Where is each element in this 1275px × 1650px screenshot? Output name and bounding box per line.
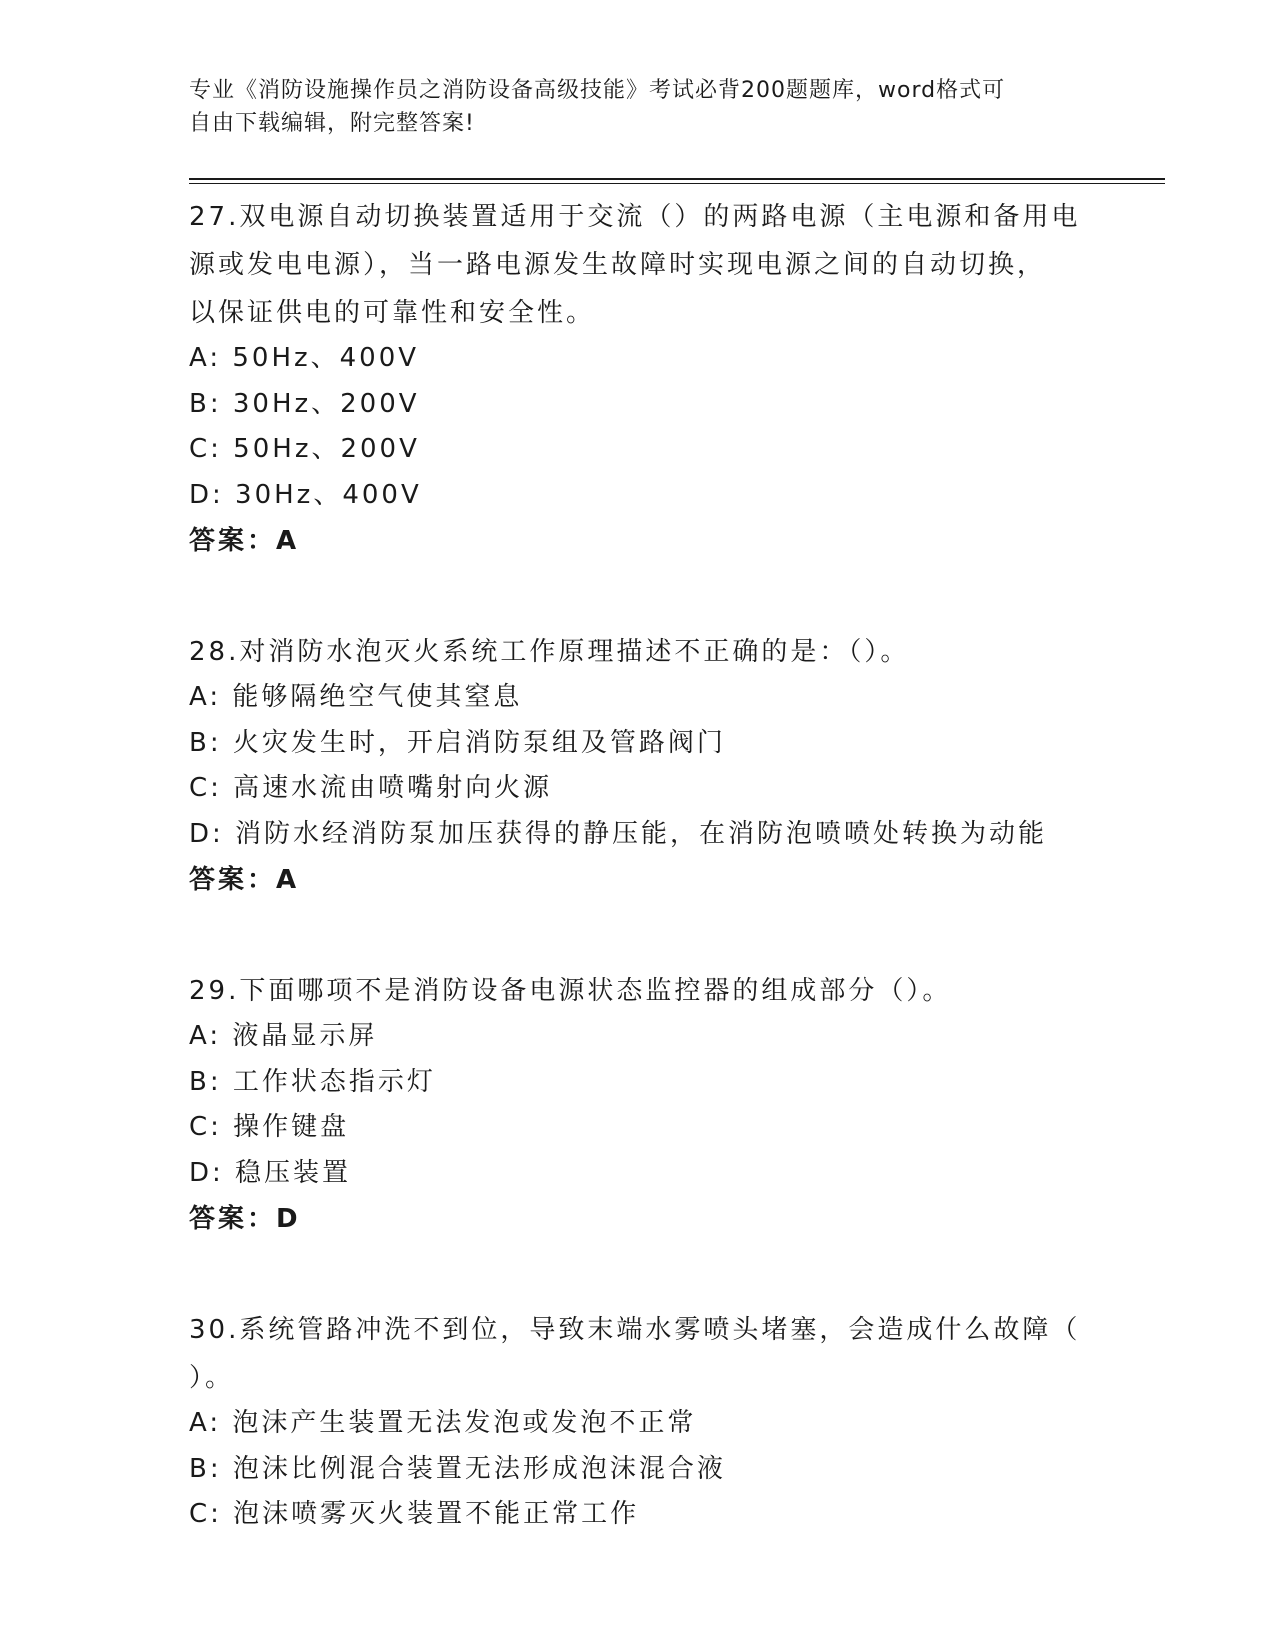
question-stem-line: 29.下面哪项不是消防设备电源状态监控器的组成部分（）。 [189,976,952,1006]
question-stem-line: 30.系统管路冲洗不到位，导致末端水雾喷头堵塞，会造成什么故障（ [189,1315,1081,1345]
answer-option: D: 稳压装置 [189,1157,352,1188]
question-spacer [189,1242,1089,1305]
answer-key: 答案：A [189,526,300,556]
question-list [189,192,1089,1538]
answer-option: C: 操作键盘 [189,1112,350,1142]
answer-option: A: 泡沫产生装置无法发泡或发泡不正常 [189,1408,697,1438]
answer-option: C: 50Hz、200V [189,434,420,464]
header-line-2: 自由下载编辑，附完整答案! [189,111,475,136]
header-rule-thin [189,183,1165,184]
question-block [189,192,1089,564]
question-block [189,966,1089,1242]
answer-option: D: 消防水经消防泵加压获得的静压能，在消防泡喷喷处转换为动能 [189,818,1048,849]
question-stem-line: ）。 [189,1363,235,1393]
question-spacer [189,903,1089,966]
question-stem-line: 以保证供电的可靠性和安全性。 [189,298,596,328]
answer-option: A: 能够隔绝空气使其窒息 [189,682,523,712]
answer-option: C: 泡沫喷雾灭火装置不能正常工作 [189,1499,640,1529]
document-header [189,74,1069,140]
question-block [189,627,1089,903]
answer-key: 答案：D [189,1204,301,1234]
answer-option: B: 泡沫比例混合装置无法形成泡沫混合液 [189,1453,726,1484]
question-stem-line: 28.对消防水泡灭火系统工作原理描述不正确的是：（）。 [189,637,910,667]
answer-key: 答案：A [189,865,300,895]
header-rule-thick [189,178,1165,180]
answer-option: D: 30Hz、400V [189,479,422,510]
header-line-1: 专业《消防设施操作员之消防设备高级技能》考试必背200题题库，word格式可 [189,78,1006,103]
question-stem-line: 27.双电源自动切换装置适用于交流（）的两路电源（主电源和备用电 [189,202,1081,232]
answer-option: C: 高速水流由喷嘴射向火源 [189,773,553,803]
answer-option: A: 液晶显示屏 [189,1021,378,1051]
question-spacer [189,564,1089,627]
question-block [189,1305,1089,1538]
answer-option: B: 火灾发生时，开启消防泵组及管路阀门 [189,727,726,758]
question-stem-line: 源或发电电源），当一路电源发生故障时实现电源之间的自动切换， [189,250,1047,280]
answer-option: A: 50Hz、400V [189,343,420,373]
answer-option: B: 工作状态指示灯 [189,1066,436,1097]
answer-option: B: 30Hz、200V [189,388,420,419]
